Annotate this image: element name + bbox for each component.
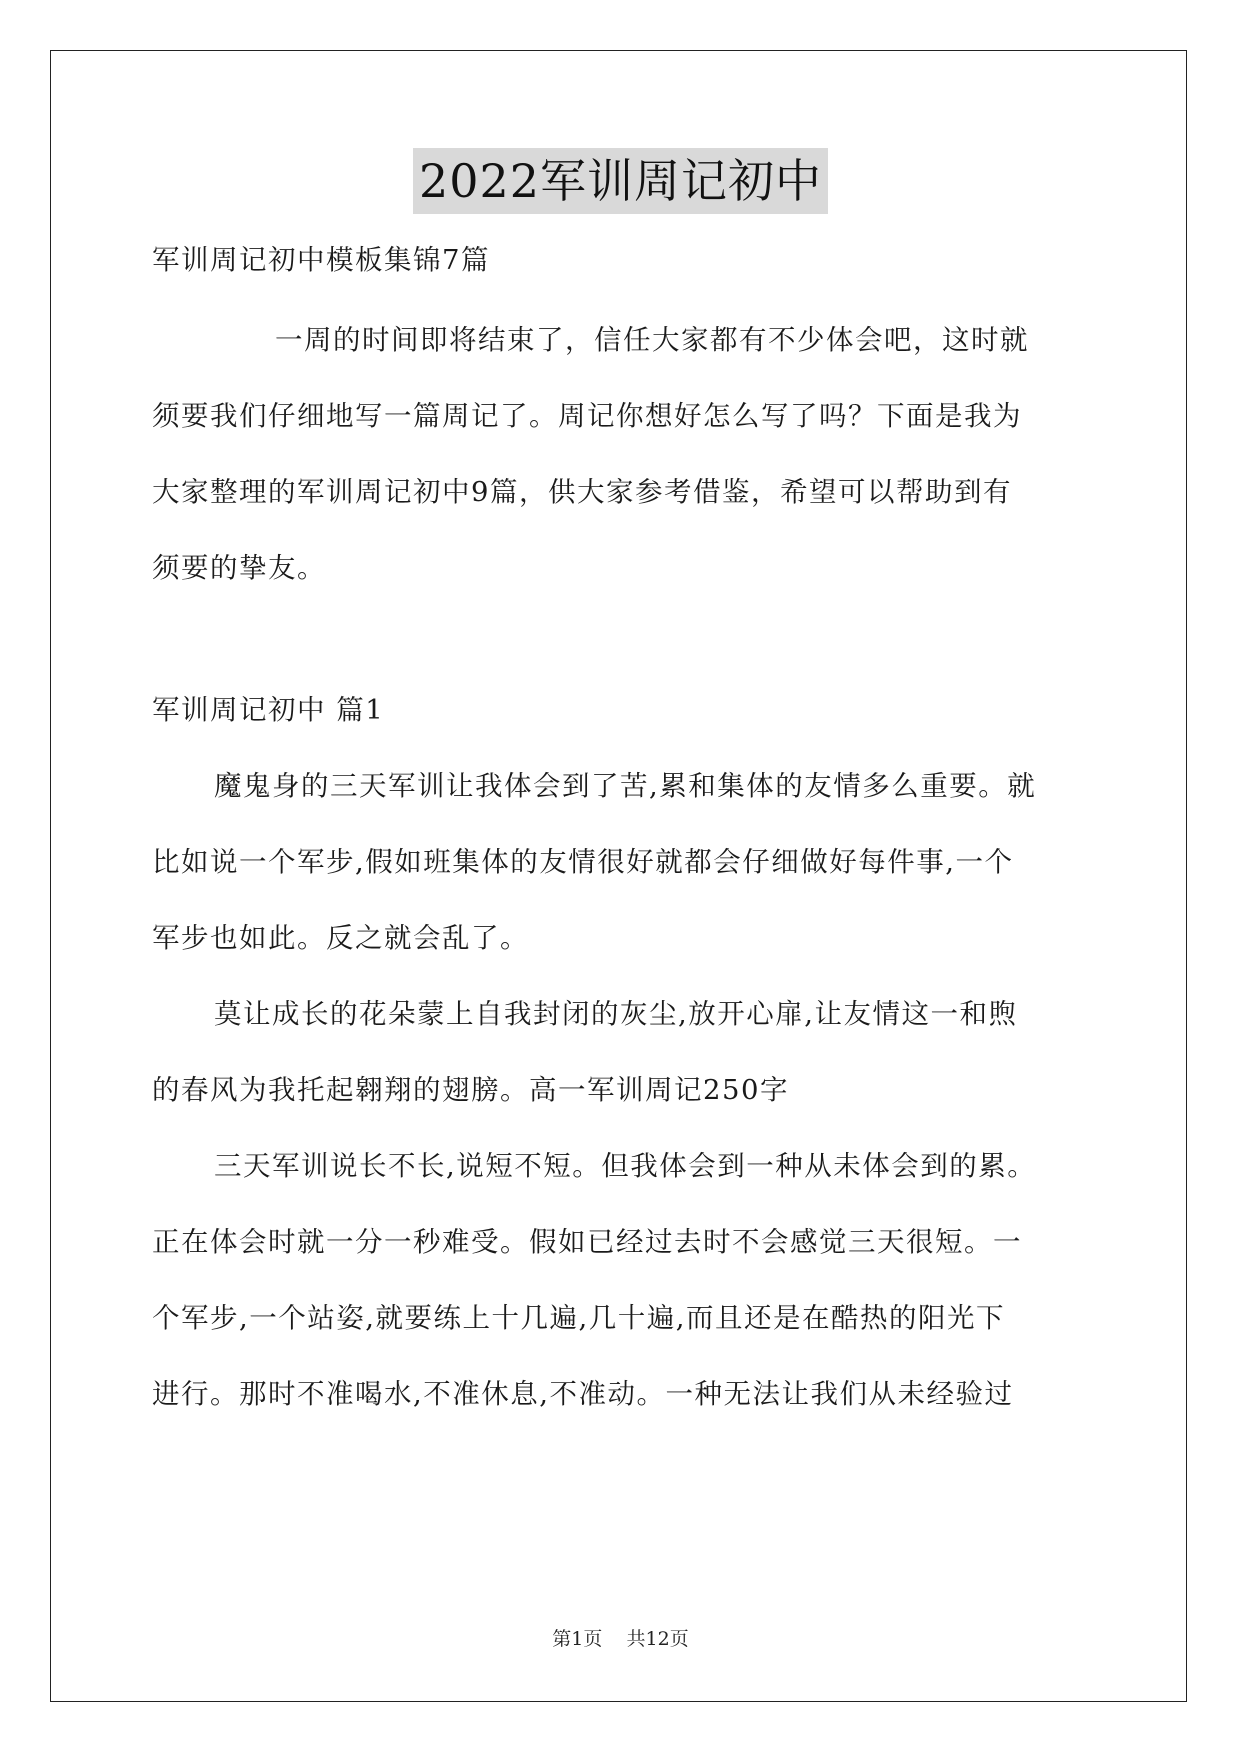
paragraph-1-line-2: 比如说一个军步,假如班集体的友情很好就都会仔细做好每件事,一个 bbox=[152, 846, 1014, 878]
paragraph-3-line-3: 个军步,一个站姿,就要练上十几遍,几十遍,而且还是在酷热的阳光下 bbox=[152, 1302, 1005, 1334]
paragraph-2-line-2: 的春风为我托起翱翔的翅膀。高一军训周记250字 bbox=[152, 1074, 789, 1106]
intro-line-2: 须要我们仔细地写一篇周记了。周记你想好怎么写了吗？下面是我为 bbox=[152, 400, 1022, 432]
paragraph-3-line-2: 正在体会时就一分一秒难受。假如已经过去时不会感觉三天很短。一 bbox=[152, 1226, 1022, 1258]
paragraph-2-line-1: 莫让成长的花朵蒙上自我封闭的灰尘,放开心扉,让友情这一和煦 bbox=[214, 998, 1018, 1030]
intro-line-4: 须要的挚友。 bbox=[152, 552, 326, 584]
title-container bbox=[0, 148, 1241, 214]
paragraph-3-line-1: 三天军训说长不长,说短不短。但我体会到一种从未体会到的累。 bbox=[214, 1150, 1037, 1182]
intro-line-1: 一周的时间即将结束了，信任大家都有不少体会吧，这时就 bbox=[275, 324, 1029, 356]
paragraph-3-line-4: 进行。那时不准喝水,不准休息,不准动。一种无法让我们从未经验过 bbox=[152, 1378, 1014, 1410]
subtitle: 军训周记初中模板集锦7篇 bbox=[152, 244, 490, 276]
page-footer: 第1页 共12页 bbox=[552, 1628, 689, 1650]
document-title: 2022军训周记初中 bbox=[413, 148, 828, 214]
intro-line-3: 大家整理的军训周记初中9篇，供大家参考借鉴，希望可以帮助到有 bbox=[152, 476, 1012, 508]
paragraph-1-line-3: 军步也如此。反之就会乱了。 bbox=[152, 922, 529, 954]
paragraph-1-line-1: 魔鬼身的三天军训让我体会到了苦,累和集体的友情多么重要。就 bbox=[214, 770, 1037, 802]
section-heading: 军训周记初中 篇1 bbox=[152, 694, 385, 726]
